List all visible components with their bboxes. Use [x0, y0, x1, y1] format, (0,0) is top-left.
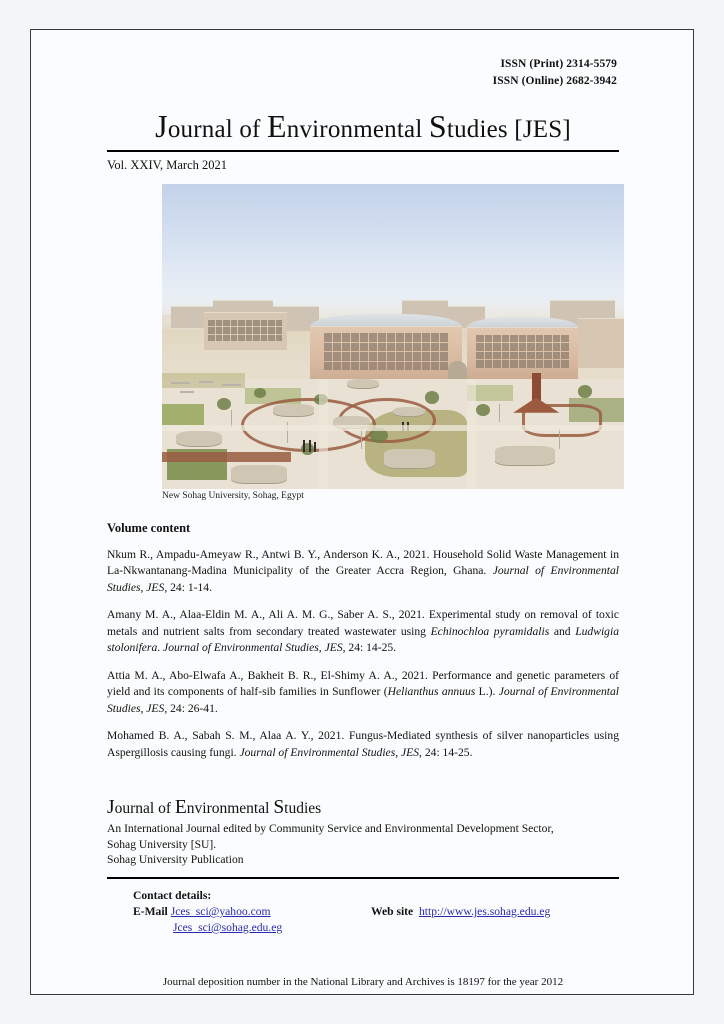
- ref-2-species-1: Echinochloa pyramidalis: [430, 624, 550, 638]
- title-cap-s: S: [428, 108, 447, 145]
- footer-title-cap-e: E: [174, 797, 187, 819]
- footer-line-2: Sohag University [SU].: [107, 837, 217, 851]
- email-label: E-Mail: [133, 904, 168, 918]
- ref-3-mid: L.).: [475, 685, 499, 699]
- footer-rule: [107, 877, 619, 879]
- volume-content-heading: Volume content: [107, 521, 191, 536]
- website-label: Web site: [371, 904, 414, 918]
- reference-item: [107, 728, 619, 761]
- issn-print: ISSN (Print) 2314-5579: [500, 58, 617, 70]
- footer-journal-title: [107, 797, 619, 819]
- page-frame: [30, 29, 694, 995]
- photo-sky: [162, 184, 624, 318]
- issn-online: ISSN (Online) 2682-3942: [492, 75, 617, 88]
- website-group: [371, 904, 550, 920]
- ref-2-species-2: Ludwigia stolonifera: [107, 624, 619, 655]
- ref-2-mid: and: [549, 624, 576, 638]
- footer-title-part-1: ournal of: [114, 800, 175, 818]
- ref-1-journal: Journal of Environmental Studies, JES: [107, 564, 619, 594]
- ref-4-journal: Journal of Environmental Studies, JES: [239, 745, 420, 759]
- ref-4-pages: , 24: 14-25.: [419, 745, 473, 759]
- reference-item: [107, 547, 619, 596]
- title-cap-j: J: [155, 108, 168, 145]
- journal-title: [155, 108, 571, 145]
- footer-line-3: Sohag University Publication: [107, 853, 244, 867]
- footer-title-part-2: nvironmental: [186, 800, 274, 818]
- ref-3-pages: , 24: 26-41.: [164, 701, 218, 715]
- masthead-rule: [107, 150, 619, 152]
- email-group: [133, 904, 371, 920]
- masthead: [107, 108, 619, 145]
- page-content: [107, 56, 619, 988]
- volume-line: Vol. XXIV, March 2021: [107, 158, 228, 173]
- footer-title-part-3: tudies: [284, 800, 322, 818]
- ref-2-journal: Journal of Environmental Studies, JES: [163, 641, 343, 655]
- contact-details: [133, 888, 619, 936]
- ref-2-mid-2: .: [157, 641, 164, 655]
- website-link[interactable]: http://www.jes.sohag.edu.eg: [418, 904, 551, 918]
- reference-item: [107, 607, 619, 656]
- ref-2-text: Amany M. A., Alaa-Eldin M. A., Ali A. M. G., Saber A. S., 2021. Experimental study on removal of toxic metals and nutrient salts from secondary treated wastewater using: [107, 608, 619, 638]
- photo-caption: New Sohag University, Sohag, Egypt: [162, 491, 304, 502]
- contact-heading: Contact details:: [133, 888, 212, 902]
- deposition-note: Journal deposition number in the National Library and Archives is 18197 for the year 2012: [162, 975, 564, 988]
- title-cap-e: E: [267, 108, 287, 145]
- footer-title-cap-j: J: [107, 797, 115, 819]
- ref-2-pages: , 24: 14-25.: [342, 641, 397, 655]
- email-row-secondary: [133, 920, 619, 936]
- footer-description: [107, 821, 619, 868]
- email-link-sohag[interactable]: Jces_sci@sohag.edu.eg: [173, 920, 283, 934]
- photo-canvas: [162, 184, 624, 489]
- title-part-2: nvironmental: [286, 116, 429, 144]
- ref-3-species-1: Helianthus annuus: [387, 685, 476, 699]
- footer-title-cap-s: S: [273, 797, 285, 819]
- issn-block: [107, 56, 617, 90]
- campus-photo: [162, 184, 624, 489]
- title-part-3: tudies [JES]: [446, 116, 571, 144]
- ref-1-pages: , 24: 1-14.: [164, 580, 212, 594]
- reference-item: [107, 668, 619, 717]
- ref-1-text: Nkum R., Ampadu-Ameyaw R., Antwi B. Y., Anderson K. A., 2021. Household Solid Waste Management in La-Nkwantanang-Madina Municipality of the Greater Accra Region, Ghana.: [107, 548, 619, 578]
- title-part-1: ournal of: [167, 116, 268, 144]
- footer-line-1: An International Journal edited by Community Service and Environmental Development Sector,: [107, 822, 554, 836]
- ref-3-journal: Journal of Environmental Studies, JES: [107, 685, 620, 715]
- contact-row-primary: [133, 904, 619, 920]
- ref-3-text: Attia M. A., Abo-Elwafa A., Bakheit B. R., El-Shimy A. A., 2021. Performance and genetic parameters of yield and its components of half-sib families in Sunflower (: [107, 668, 619, 699]
- email-link-yahoo[interactable]: Jces_sci@yahoo.com: [170, 904, 271, 918]
- ref-4-text: Mohamed B. A., Sabah S. M., Alaa A. Y., 2021. Fungus-Mediated synthesis of silver nanoparticles using Aspergillosis causing fungi.: [107, 729, 619, 759]
